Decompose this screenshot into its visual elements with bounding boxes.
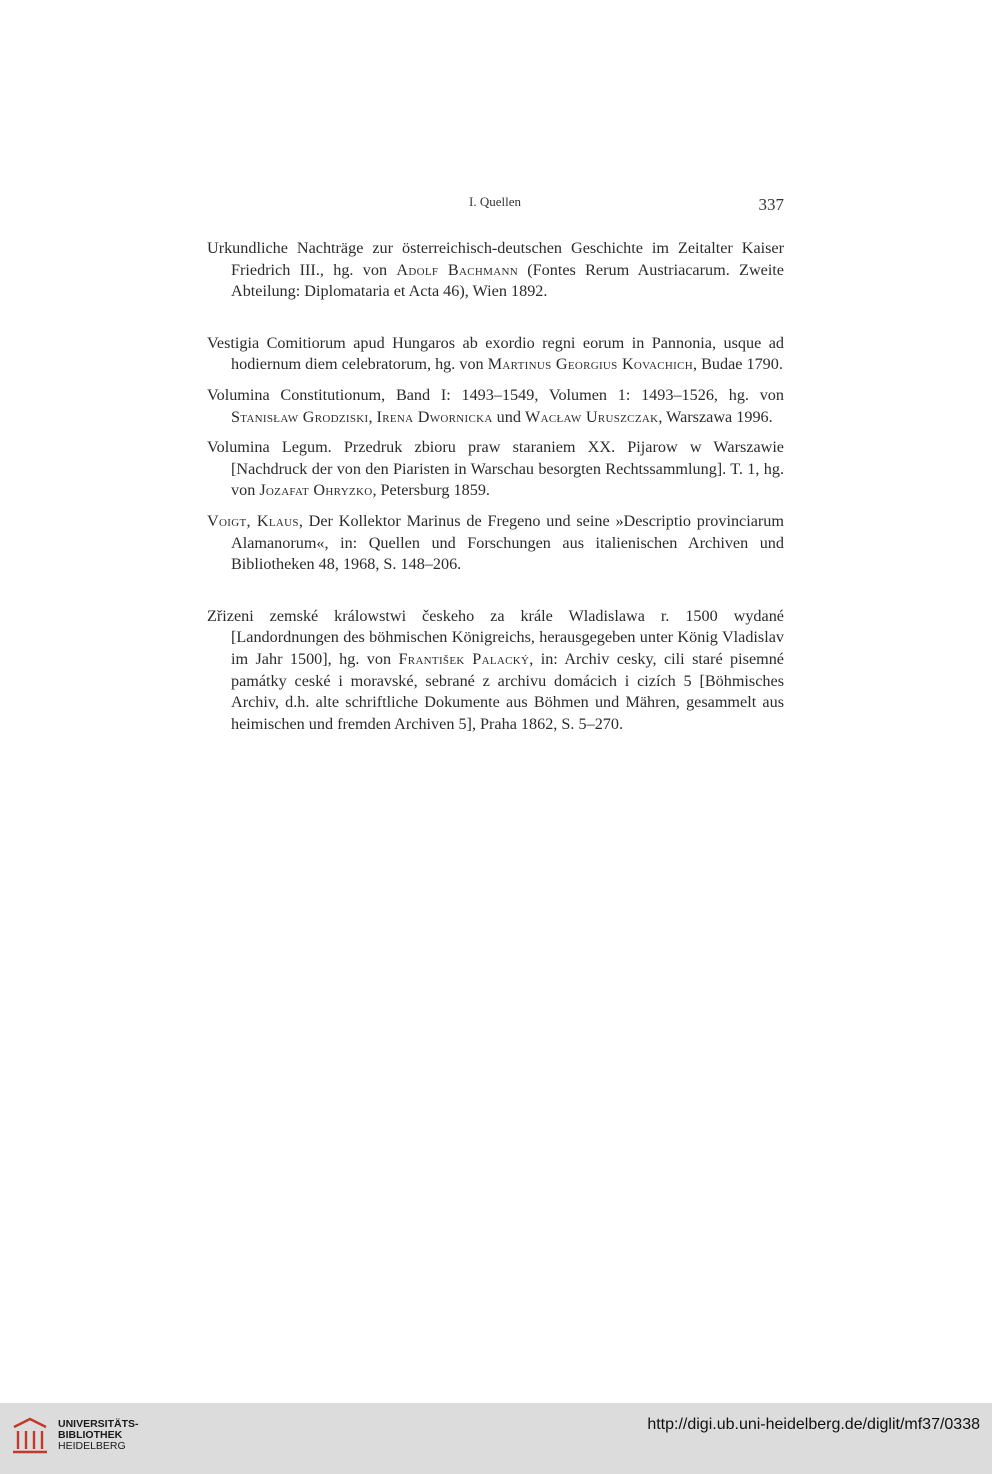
bibliography-entry: Zřizeni zemské králowstwi českeho za krále Wladislawa r. 1500 wydané [Landordnungen des böhmischen Königreichs, herausgegeben unter König Vladislav im Jahr 1500], hg. von František Palacký, in: Archiv cesky, cili staré pisemné památky ceské i moravské, sebrané z archivu domácich i cizích 5 [Böhmisches Archiv, d.h. alte schriftliche Dokumente aus Böhmen und Mähren, gesammelt aus heimischen und fremden Archiven 5], Praha 1862, S. 5–270. bbox=[207, 606, 784, 733]
bibliography-entry: Volumina Legum. Przedruk zbioru praw staraniem XX. Pijarow w Warszawie [Nachdruck der von den Piaristen in Warschau besorgten Rechtssammlung]. T. 1, hg. von Jozafat Ohryzko, Petersburg 1859. bbox=[207, 438, 784, 500]
library-name: UNIVERSITÄTS- BIBLIOTHEK HEIDELBERG bbox=[58, 1418, 139, 1452]
bibliography-entry: Urkundliche Nachträge zur österreichisch-deutschen Geschichte im Zeitalter Kaiser Friedrich III., hg. von Adolf Bachmann (Fontes Rerum Austriacarum. Zweite Abteilung: Diplomataria et Acta 46), Wien 1892. bbox=[207, 239, 784, 301]
bibliography-entry: Voigt, Klaus, Der Kollektor Marinus de Fregeno und seine »Descriptio provinciarum Alamanorum«, in: Quellen und Forschungen aus italienischen Archiven und Bibliotheken 48, 1968, S. 148–206. bbox=[207, 511, 784, 574]
page-number: 337 bbox=[758, 195, 784, 214]
viewer-footer bbox=[0, 1403, 992, 1474]
source-url-link[interactable]: http://digi.ub.uni-heidelberg.de/diglit/mf37/0338 bbox=[647, 1416, 980, 1433]
author-name: Adolf Bachmann bbox=[396, 260, 518, 279]
bibliography-entry: Volumina Constitutionum, Band I: 1493–1549, Volumen 1: 1493–1526, hg. von Stanisław Grodziski, Irena Dwornicka und Wacław Uruszczak, Warszawa 1996. bbox=[207, 385, 784, 426]
bibliography-entry: Vestigia Comitiorum apud Hungaros ab exordio regni eorum in Pannonia, usque ad hodiernum diem celebratorum, hg. von Martinus Georgius Kovachich, Budae 1790. bbox=[207, 333, 784, 374]
author-name: Voigt, Klaus bbox=[207, 511, 299, 530]
author-name: Stanisław Grodziski bbox=[231, 407, 369, 426]
running-head: I. Quellen bbox=[469, 194, 521, 209]
library-logo-icon bbox=[8, 1413, 52, 1457]
author-name: Martinus Georgius Kovachich bbox=[487, 355, 693, 374]
author-name: Jozafat Ohryzko bbox=[259, 481, 373, 500]
author-name: František Palacký bbox=[398, 649, 530, 668]
author-name: Wacław Uruszczak bbox=[525, 407, 659, 426]
bibliography-list bbox=[207, 238, 784, 735]
author-name: Irena Dwornicka bbox=[376, 407, 493, 426]
